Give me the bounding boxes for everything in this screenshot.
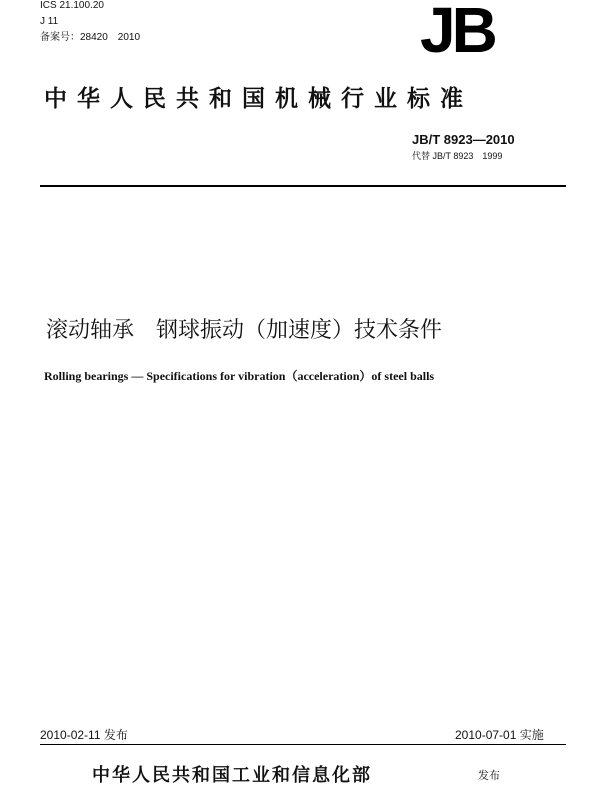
issuing-authority-suffix: 发布	[478, 769, 500, 782]
replaces-standard: 代替 JB/T 8923 1999	[412, 151, 503, 161]
jb-logo: JB	[420, 0, 494, 60]
issue-date: 2010-02-11 发布	[40, 728, 128, 742]
footer-divider	[40, 744, 566, 745]
issuing-authority: 中华人民共和国工业和信息化部	[92, 765, 372, 786]
document-title-chinese: 滚动轴承 钢球振动（加速度）技术条件	[46, 318, 443, 343]
ics-code: ICS 21.100.20	[40, 0, 104, 11]
standard-category-title: 中华人民共和国机械行业标准	[44, 86, 473, 112]
document-title-english: Rolling bearings — Specifications for vibration（acceleration）of steel balls	[44, 369, 435, 383]
standard-code: JB/T 8923—2010	[412, 132, 515, 147]
classification-code: J 11	[40, 16, 59, 27]
header-divider	[40, 185, 566, 187]
implementation-date: 2010-07-01 实施	[455, 728, 544, 742]
filing-number: 备案号：28420 2010	[40, 32, 141, 43]
